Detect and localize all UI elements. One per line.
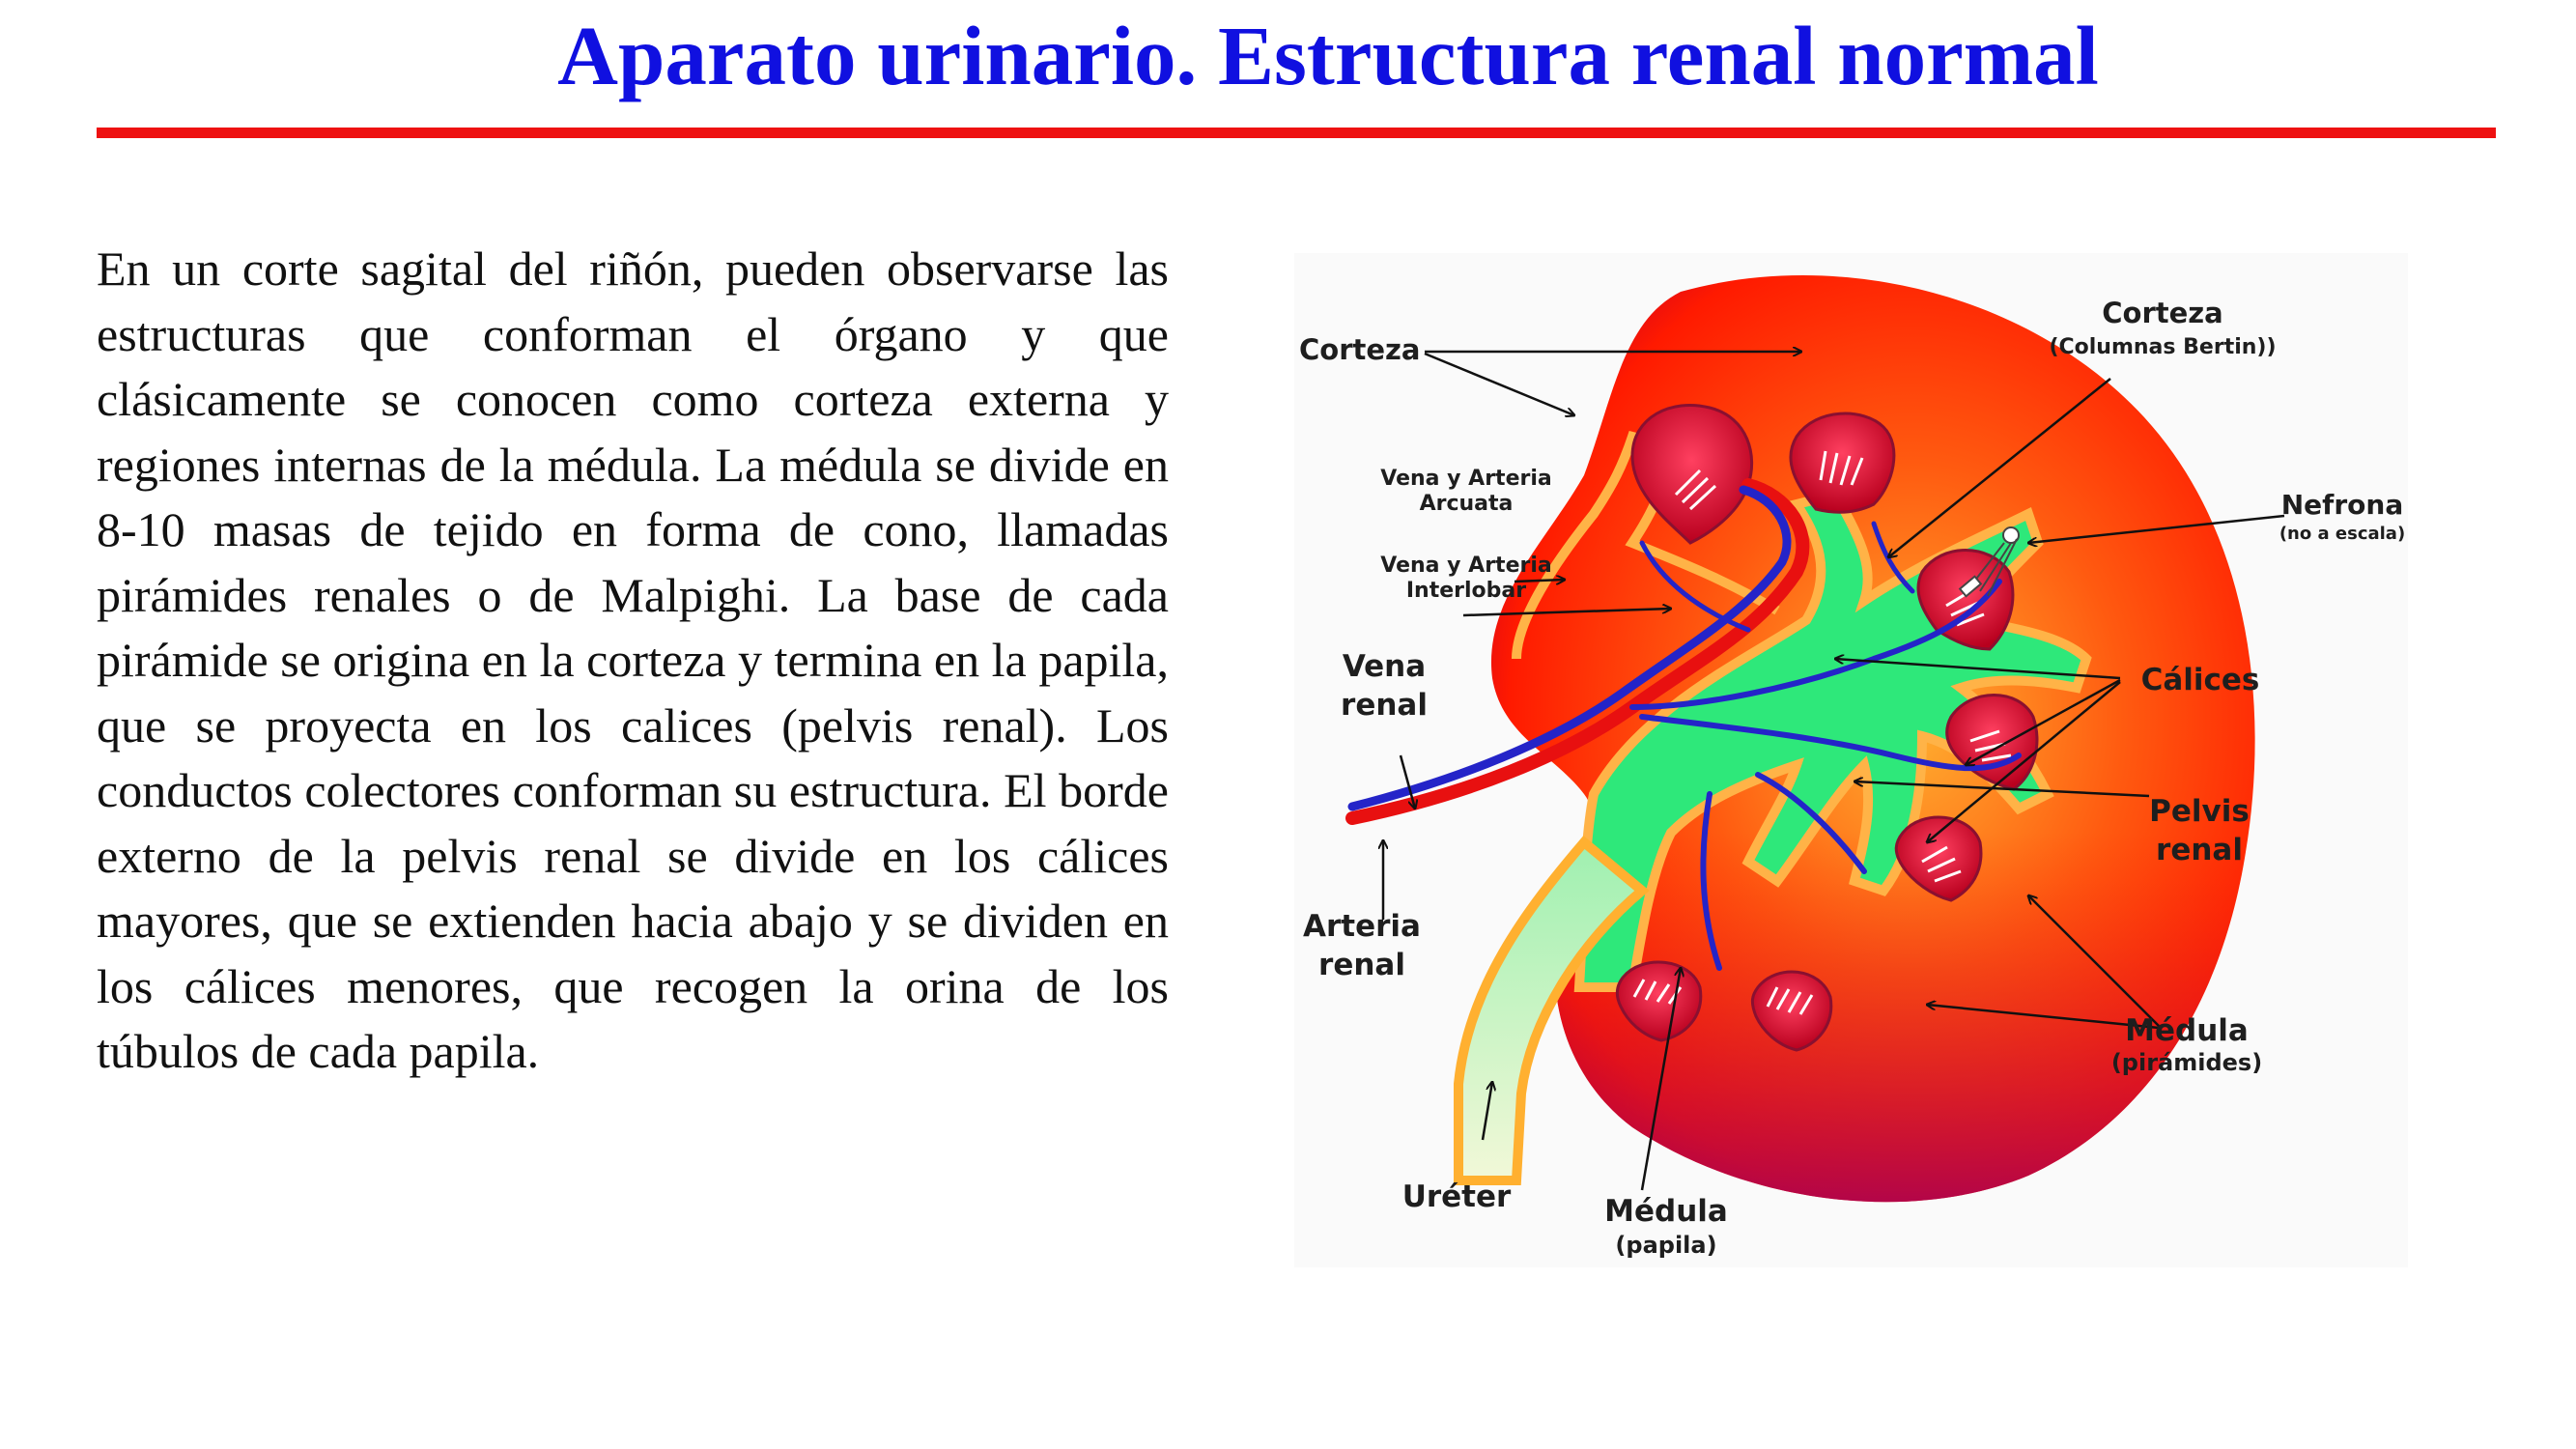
label-arteria-renal-1: Arteria: [1303, 909, 1421, 944]
kidney-diagram: [1294, 253, 2408, 1267]
label-corteza-bertin: Corteza: [2102, 297, 2223, 329]
label-pelvis-renal-1: Pelvis: [2149, 794, 2250, 829]
label-nefrona: Nefrona: [2280, 489, 2404, 521]
title-underline: [97, 128, 2496, 138]
label-vena-renal-1: Vena: [1342, 649, 1427, 684]
label-arteria-renal-2: renal: [1318, 948, 1405, 982]
label-corteza-bertin-sub: (Columnas Bertin)): [2049, 335, 2277, 359]
label-medula-papila: Médula: [1604, 1194, 1728, 1229]
label-medula-piramides-sub: (pirámides): [2110, 1049, 2263, 1076]
label-nefrona-sub: (no a escala): [2279, 524, 2406, 544]
label-vena-renal-2: renal: [1341, 688, 1428, 723]
label-medula-papila-sub: (papila): [1615, 1232, 1717, 1259]
label-calices: Cálices: [2140, 663, 2260, 697]
label-vena-arteria-arcuata-1: Vena y Arteria: [1380, 467, 1552, 491]
label-corteza: Corteza: [1299, 333, 1421, 366]
label-ureter: Uréter: [1401, 1179, 1512, 1214]
label-pelvis-renal-2: renal: [2156, 833, 2243, 867]
label-vena-arteria-interlobar-2: Interlobar: [1405, 579, 1527, 603]
kidney-diagram-svg: [1294, 253, 2408, 1267]
description-paragraph: En un corte sagital del riñón, pueden observarse las estructuras que conforman el órgano y que clásicamente se conocen como corteza externa y regiones internas de la médula. La médula se divide en 8-10 masas de tejido en forma de cono, llamadas pirámides renales o de Malpighi. La base de cada pirámide se origina en la corteza y termina en la papila, que se proyecta en los calices (pelvis renal). Los conductos colectores conforman su estructura. El borde externo de la pelvis renal se divide en los cálices mayores, que se extienden hacia abajo y se dividen en los cálices menores, que recogen la orina de los túbulos de cada papila.: [97, 242, 1169, 1078]
label-vena-arteria-interlobar-1: Vena y Arteria: [1380, 554, 1552, 578]
slide-title: Aparato urinario. Estructura renal normal: [557, 9, 2099, 102]
label-vena-arteria-arcuata-2: Arcuata: [1419, 492, 1514, 516]
label-medula-piramides: Médula: [2125, 1013, 2249, 1048]
